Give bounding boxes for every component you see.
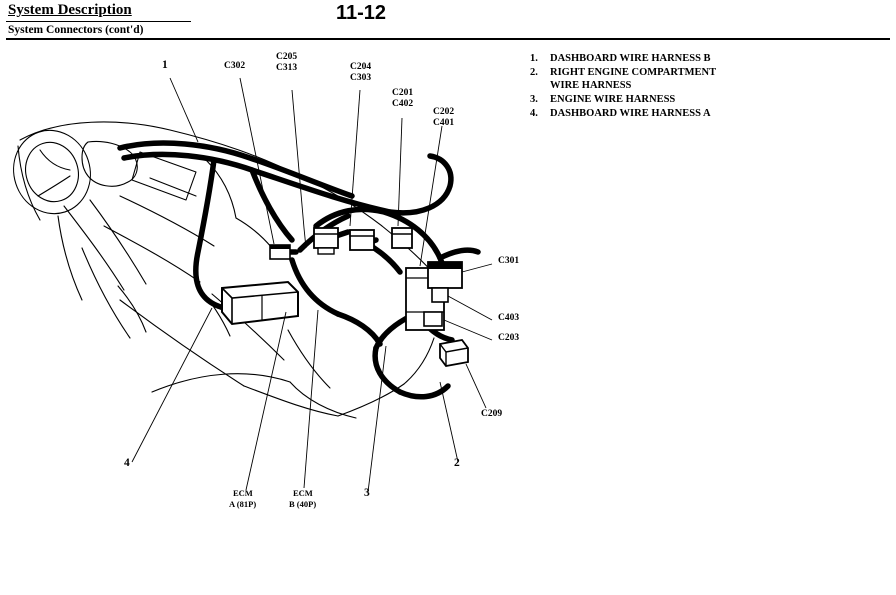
- legend-item-2-label-line2: WIRE HARNESS: [550, 80, 632, 91]
- callout-1: 1: [162, 59, 168, 71]
- connector-c302-block: [270, 245, 290, 259]
- title-underline: [6, 21, 191, 22]
- connector-label-c205: C205: [276, 52, 298, 62]
- legend-item-1-number: 1.: [530, 53, 538, 64]
- connector-label-c402: C402: [392, 99, 414, 109]
- legend-list: [530, 52, 830, 121]
- legend-item-1: [530, 52, 830, 65]
- connector-label-c203: C203: [498, 333, 520, 343]
- connector-c204-c303-block: [350, 230, 374, 250]
- legend-item-3: [530, 93, 830, 106]
- connector-label-c401: C401: [433, 118, 455, 128]
- dashboard-outline: [3, 120, 436, 418]
- ecm-b-label-line1: ECM: [293, 488, 313, 498]
- ecm-module: [222, 282, 298, 324]
- header-divider: [6, 38, 890, 40]
- connector-c205-c313-block: [314, 228, 338, 254]
- connector-c203-block: [424, 312, 442, 326]
- connector-c202-c401-block: [406, 268, 444, 330]
- legend-item-3-number: 3.: [530, 94, 538, 105]
- connector-c201-c402-block: [392, 228, 412, 248]
- connector-label-c204: C204: [350, 62, 372, 72]
- connector-label-c302: C302: [224, 61, 246, 71]
- connector-blocks: [222, 228, 468, 366]
- ecm-a-label-line1: ECM: [233, 488, 253, 498]
- legend-item-3-label: ENGINE WIRE HARNESS: [550, 94, 676, 105]
- page-number: 11-12: [336, 2, 387, 24]
- leader-lines: [132, 78, 492, 492]
- page-title: System Description: [8, 2, 132, 18]
- connector-c301-block: [428, 262, 462, 288]
- connector-label-c201: C201: [392, 88, 414, 98]
- connector-c209-block: [440, 340, 468, 366]
- callout-4: 4: [124, 457, 130, 469]
- legend-item-2-number: 2.: [530, 67, 538, 78]
- connector-label-c209: C209: [481, 409, 503, 419]
- connector-label-c202: C202: [433, 107, 455, 117]
- page-subtitle: System Connectors (cont'd): [8, 24, 144, 36]
- legend-item-2: [530, 66, 830, 92]
- connector-label-c403: C403: [498, 313, 520, 323]
- legend-item-1-label: DASHBOARD WIRE HARNESS B: [550, 53, 711, 64]
- legend-item-4: [530, 107, 830, 120]
- legend-item-4-number: 4.: [530, 108, 538, 119]
- connector-c403-block: [432, 288, 448, 302]
- ecm-a-label-line2: A (81P): [229, 499, 257, 509]
- harness-routing: [120, 143, 478, 397]
- connector-label-c303: C303: [350, 73, 372, 83]
- ecm-b-label-line2: B (40P): [289, 499, 317, 509]
- callout-2: 2: [454, 457, 460, 469]
- connector-label-c313: C313: [276, 63, 298, 73]
- callout-3: 3: [364, 487, 370, 499]
- legend-item-4-label: DASHBOARD WIRE HARNESS A: [550, 108, 711, 119]
- legend-item-2-label: RIGHT ENGINE COMPARTMENT: [550, 67, 717, 78]
- connector-label-c301: C301: [498, 256, 520, 266]
